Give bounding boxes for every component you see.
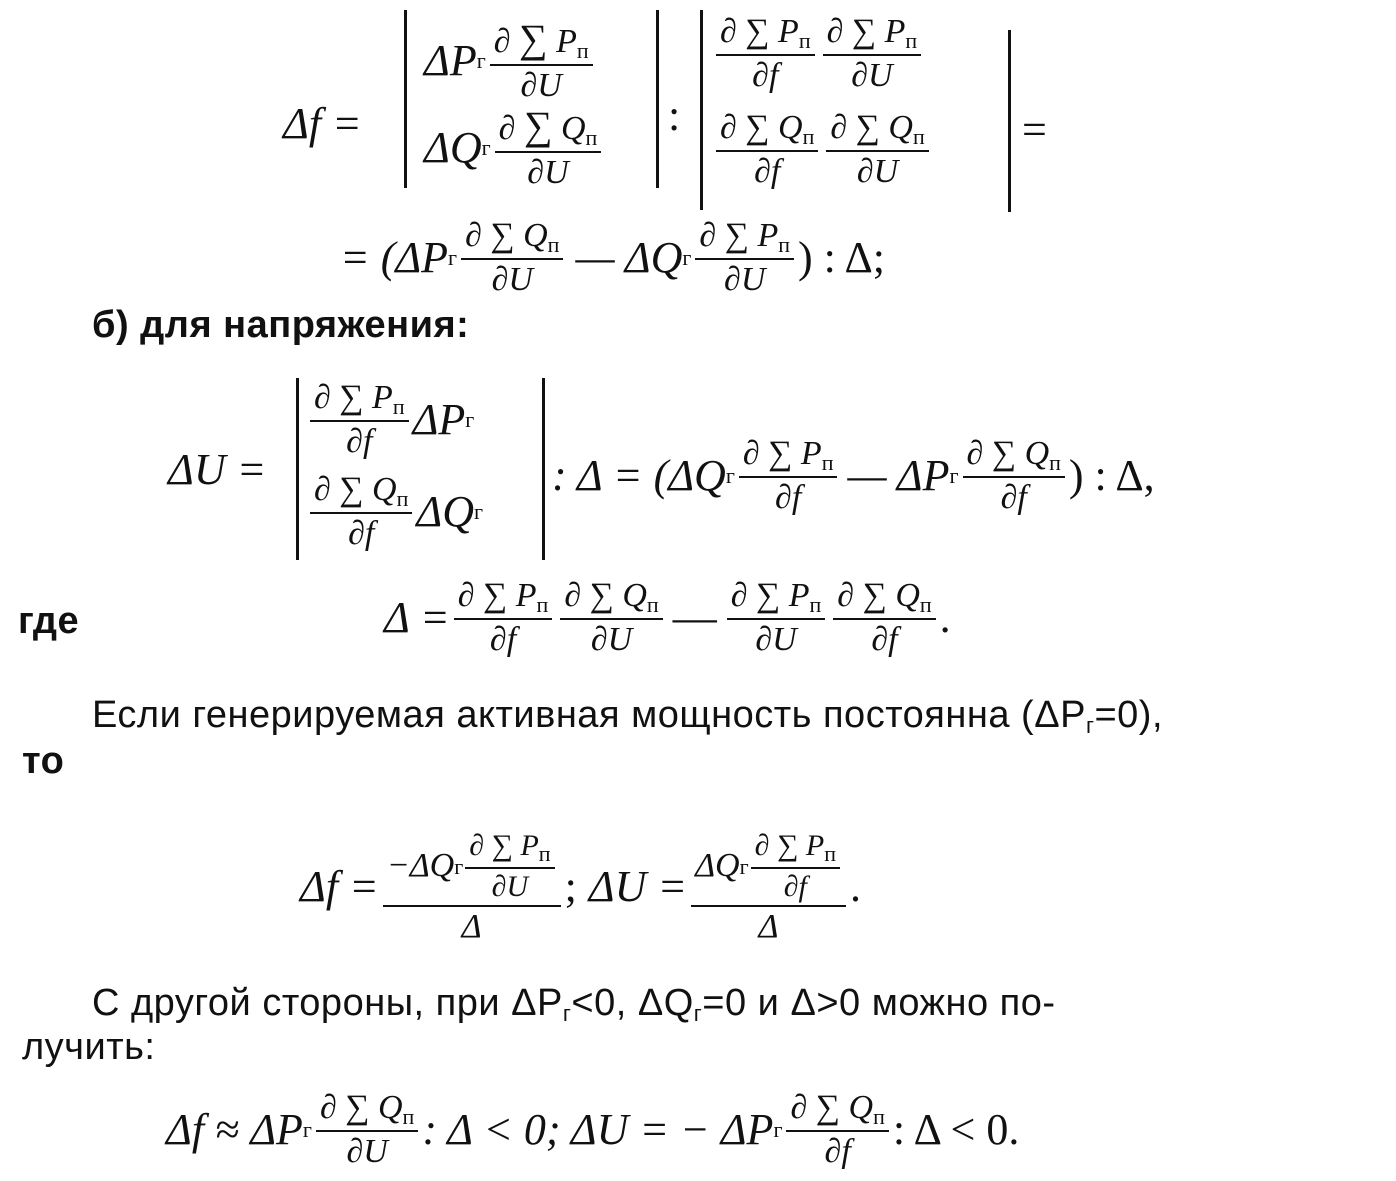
det2-r1c1-frac: $\frac{\partial \sum P_п}{\partial f}$ [716,14,815,94]
det1-r1-coef: ΔP [424,35,477,85]
eq4-frac2: ΔQ г $\frac{\partial \sum P_п}{\partial f}$ Δ [691,830,846,944]
det2-row2 [712,110,933,190]
det1-r1-coef-sub: г [476,47,486,73]
det1-row1 [424,18,597,104]
para1-line2: то [22,740,65,782]
eq1-lhs: Δf = [283,99,362,148]
det3-left-bar [296,378,299,560]
eq2-rest: : Δ = (ΔQ г $\frac{\partial \sum P_п}{\partial f}$ — ΔP г $\frac{\partial \sum Q_п}{\partial f}$ ) : Δ, [552,435,1155,517]
where-label: где [18,600,80,642]
eq1-line2-frac1: $\frac{\partial \sum Q_п}{\partial U}$ [461,218,563,298]
det1-r2-frac: $\frac{\partial \sum Q_п}{\partial U}$ [495,105,602,191]
det1-r2-coef: ΔQ [424,122,482,172]
para2-line1: С другой стороны, при $\Delta P_г<0$, $\Delta Q_г=0$ и Δ>0 можно по- [92,982,1056,1026]
eq5: Δf ≈ ΔP г $\frac{\partial \sum Q_п}{\partial U}$ : Δ < 0; ΔU = − ΔP г $\frac{\partial \sum Q_п}{\partial f}$ : Δ < 0. [166,1089,1020,1171]
eq1-equals-end: = [1022,105,1047,154]
eq1-line2-frac2: $\frac{\partial \sum P_п}{\partial U}$ [695,218,794,298]
det2-r1c2-frac: $\frac{\partial \sum P_п}{\partial U}$ [823,14,922,94]
heading-voltage: б) для напряжения: [92,304,470,346]
det3-row2: $\frac{\partial \sum Q_п}{\partial f}$ ΔQ г [306,472,483,552]
eq4: Δf = −ΔQ г $\frac{\partial \sum P_п}{\partial U}$ Δ ; ΔU = ΔQ г $\frac{\partial \sum P_п}{\partial f}$ Δ . [300,829,861,945]
det2-r2c2-frac: $\frac{\partial \sum Q_п}{\partial U}$ [826,110,928,190]
det1-r1-frac: $\frac{\partial \sum P_п}{\partial U}$ [490,18,593,104]
det1-row2 [424,105,605,191]
eq1-colon: : [668,91,681,140]
det2-left-bar [700,10,703,210]
det3-right-bar [542,378,545,560]
det2-row1 [712,14,925,94]
det1-left-bar [404,10,407,188]
eq4-frac1: −ΔQ г $\frac{\partial \sum P_п}{\partial U}$ Δ [383,830,561,944]
eq1-line2: = (ΔP г $\frac{\partial \sum Q_п}{\partial U}$ — ΔQ г $\frac{\partial \sum P_п}{\partial U}$ ) : Δ; [340,217,885,299]
det3-row1: $\frac{\partial \sum P_п}{\partial f}$ ΔP г [306,380,474,460]
eq3: Δ = $\frac{\partial \sum P_п}{\partial f}$ $\frac{\partial \sum Q_п}{\partial U}$ — $\frac{\partial \sum P_п}{\partial U}$ $\frac{\partial \sum Q_п}{\partial f}$ . [384,577,951,659]
det2-r2c1-frac: $\frac{\partial \sum Q_п}{\partial f}$ [716,110,818,190]
det2-right-bar [1008,30,1011,212]
det1-right-bar [656,10,659,188]
det1-r2-coef-sub: г [481,134,491,160]
eq2-lhs: ΔU = [168,445,267,494]
para2-line2: лучить: [22,1026,156,1068]
para1-line1: Если генерируемая активная мощность постоянна $(\Delta P_г=0)$, [92,694,1164,738]
